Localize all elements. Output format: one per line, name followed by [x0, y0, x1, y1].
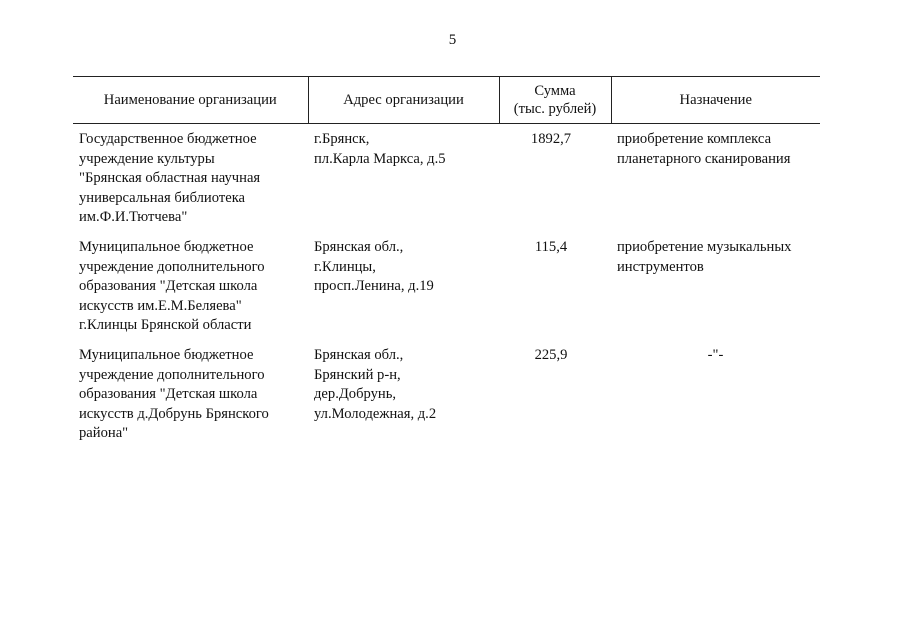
cell-purpose: приобретение комплекса планетарного сканирования [617, 131, 791, 167]
table-header [73, 77, 820, 124]
table-body [73, 124, 820, 450]
table-row [73, 124, 820, 234]
cell-name: Муниципальное бюджетное учреждение дополнительного образования "Детская школа искусств им.Е.М.Беляева" г.Клинцы Брянской области [79, 238, 265, 334]
cell-name: Муниципальное бюджетное учреждение дополнительного образования "Детская школа искусств д.Добрунь Брянского района" [79, 346, 269, 442]
organizations-table [73, 76, 820, 450]
page-number: 5 [448, 32, 457, 48]
header-row [73, 77, 820, 124]
cell-address: г.Брянск, пл.Карла Маркса, д.5 [314, 131, 446, 167]
cell-amount: 1892,7 [530, 131, 572, 147]
cell-amount: 115,4 [534, 238, 568, 255]
cell-purpose: -"- [707, 346, 724, 363]
header-amount: Сумма (тыс. рублей) [499, 77, 611, 124]
cell-amount: 225,9 [534, 346, 568, 363]
header-purpose: Назначение [611, 77, 820, 124]
cell-address: Брянская обл., г.Клинцы, просп.Ленина, д.19 [314, 238, 434, 295]
table-row [73, 234, 820, 342]
cell-address: Брянская обл., Брянский р-н, дер.Добрунь, ул.Молодежная, д.2 [314, 346, 437, 422]
cell-name: Государственное бюджетное учреждение культуры "Брянская областная научная универсальная библиотека им.Ф.И.Тютчева" [79, 131, 261, 226]
header-name: Наименование организации [73, 77, 308, 124]
table-row [73, 342, 820, 450]
header-address: Адрес организации [308, 77, 499, 124]
cell-purpose: приобретение музыкальных инструментов [617, 238, 792, 275]
